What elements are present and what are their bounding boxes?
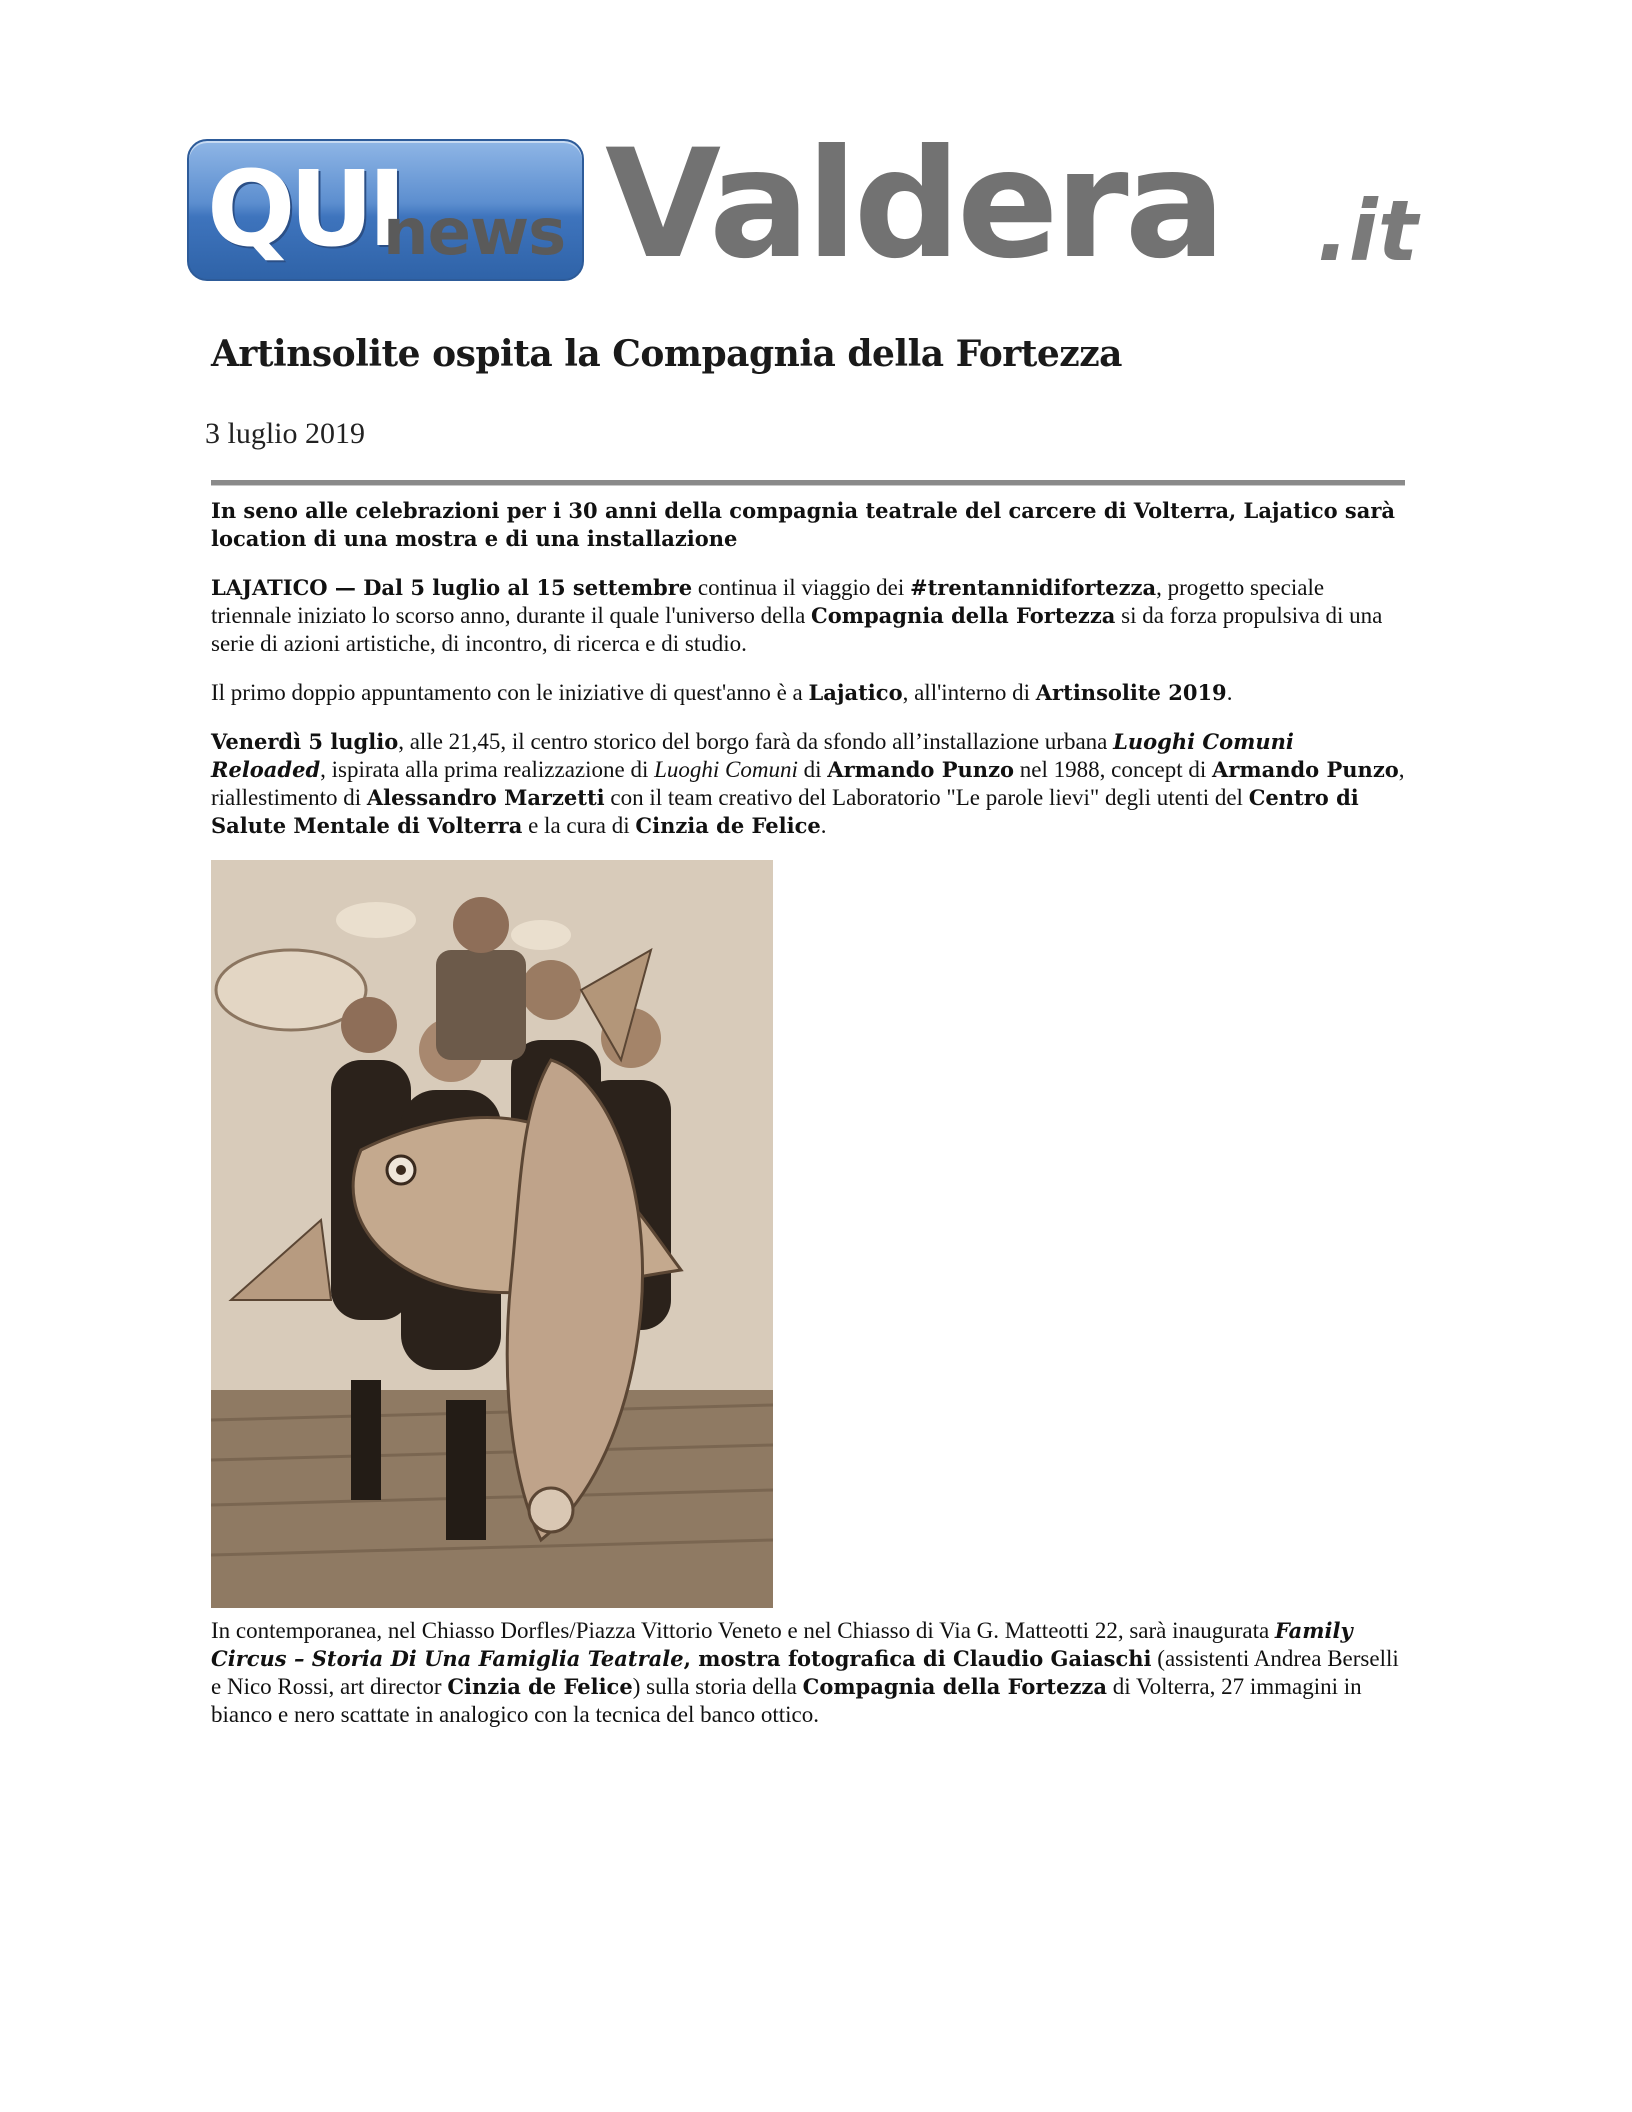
p3-text-3: di: [797, 757, 828, 782]
p3-curator: Cinzia de Felice: [635, 813, 821, 838]
article-paragraph-3: [211, 728, 1406, 840]
p4-text-3: ) sulla storia della: [632, 1674, 803, 1699]
p1-text-1: continua il viaggio dei: [692, 575, 910, 600]
article-date: 3 luglio 2019: [205, 417, 366, 450]
p4-text-2: (assistenti Andrea Berselli e Nico Rossi, art director: [211, 1646, 1399, 1699]
p2-text-2: , all'interno di: [902, 680, 1036, 705]
p1-dateline: LAJATICO — Dal 5 luglio al 15 settembre: [211, 575, 693, 600]
logo-news-text: news: [383, 196, 566, 270]
site-logo[interactable]: [187, 118, 1449, 292]
article-paragraph-1: [211, 574, 1406, 658]
p4-exhibition-title: Family Circus – Storia Di Una Famiglia Teatrale: [211, 1618, 1353, 1671]
p1-company: Compagnia della Fortezza: [811, 603, 1116, 628]
p3-health-center: Centro di Salute Mentale di Volterra: [211, 785, 1359, 838]
article-photo: [211, 860, 773, 1608]
p3-text-5: , riallestimento di: [211, 757, 1405, 810]
p2-text-3: .: [1226, 680, 1233, 705]
p4-art-director: Cinzia de Felice: [447, 1674, 633, 1699]
p3-work-title: Luoghi Comuni: [654, 757, 798, 782]
article-paragraph-4: [211, 1617, 1406, 1729]
cutout-shape-2: [511, 920, 571, 950]
article-headline: Artinsolite ospita la Compagnia della Fortezza: [211, 333, 1122, 375]
p3-text-2: , ispirata alla prima realizzazione di: [320, 757, 655, 782]
p3-text-4: nel 1988, concept di: [1014, 757, 1213, 782]
logo-tld-text: .it: [1317, 182, 1418, 280]
p2-place: Lajatico: [808, 680, 903, 705]
p4-company: Compagnia della Fortezza: [802, 1674, 1107, 1699]
p3-text-1: , alle 21,45, il centro storico del borgo farà da sfondo all’installazione urbana: [398, 729, 1114, 754]
p1-text-3: si da forza propulsiva di una serie di azioni artistiche, di incontro, di ricerca e di studio.: [211, 603, 1383, 656]
logo-qui-text: QUI: [207, 148, 401, 270]
p1-hashtag: #trentannidifortezza: [909, 575, 1157, 600]
p4-photographer: , mostra fotografica di Claudio Gaiaschi: [683, 1646, 1152, 1671]
photo-illustration: [211, 860, 773, 1608]
logo-qui-badge: [187, 139, 584, 281]
p4-text-1: In contemporanea, nel Chiasso Dorfles/Piazza Vittorio Veneto e nel Chiasso di Via G. Matteotti 22, sarà inaugurata: [211, 1618, 1275, 1643]
logo-valdera-text: Valdera: [605, 118, 1222, 292]
p3-author-2: Armando Punzo: [1212, 757, 1399, 782]
p3-installation-title: Luoghi Comuni Reloaded: [211, 729, 1294, 782]
header-divider: [211, 480, 1405, 486]
p3-text-8: .: [820, 813, 827, 838]
p3-restager: Alessandro Marzetti: [366, 785, 605, 810]
cutout-shape-1: [336, 902, 416, 938]
article-intro: In seno alle celebrazioni per i 30 anni della compagnia teatrale del carcere di Volterra, Lajatico sarà location di una mostra e di una installazione: [211, 498, 1396, 551]
p4-text-4: di Volterra, 27 immagini in bianco e nero scattate in analogico con la tecnica del banco ottico.: [211, 1674, 1362, 1727]
p2-text-1: Il primo doppio appuntamento con le iniziative di quest'anno è a: [211, 680, 809, 705]
p2-event: Artinsolite 2019: [1035, 680, 1227, 705]
p3-text-6: con il team creativo del Laboratorio "Le parole lievi" degli utenti del: [604, 785, 1249, 810]
p3-date: Venerdì 5 luglio: [211, 729, 399, 754]
article-paragraph-2: [211, 679, 1406, 707]
p3-author-1: Armando Punzo: [827, 757, 1015, 782]
p1-text-2: , progetto speciale triennale iniziato lo scorso anno, durante il quale l'universo della: [211, 575, 1325, 628]
p3-text-7: e la cura di: [522, 813, 636, 838]
